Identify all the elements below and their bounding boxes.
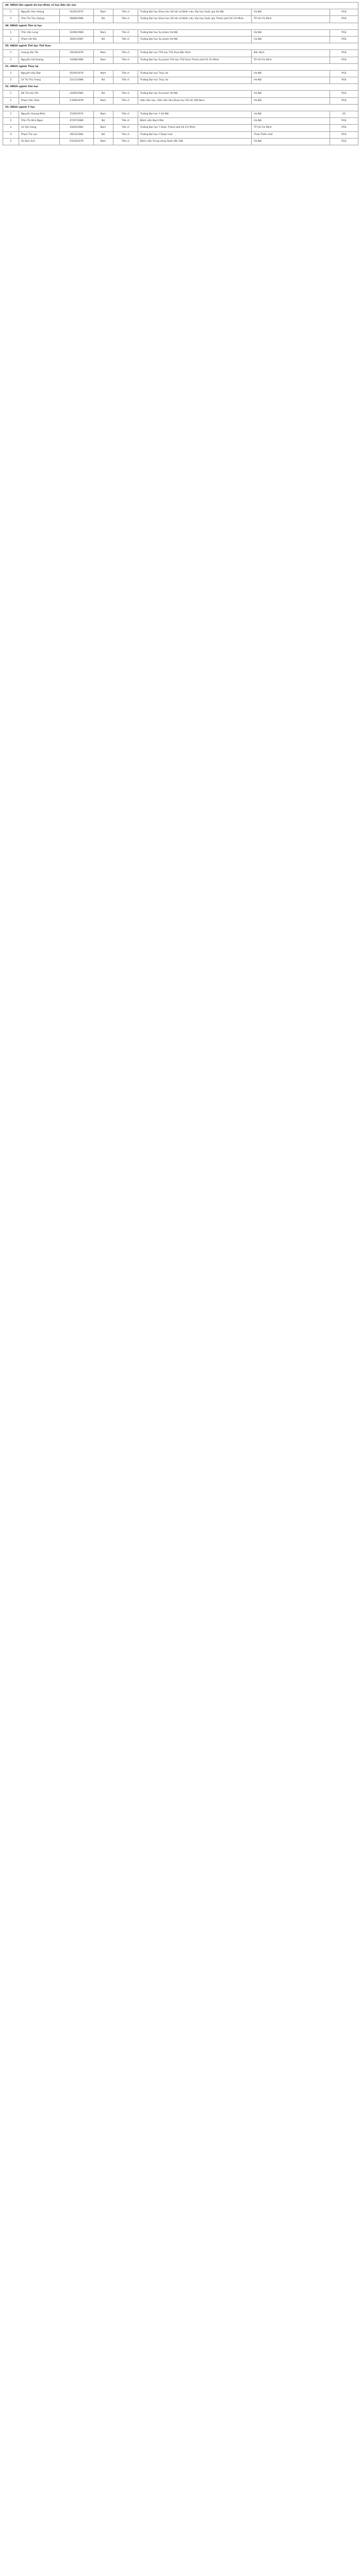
row-number-cell: 2 <box>3 57 19 63</box>
section-header <box>3 3 358 9</box>
section-header <box>3 23 358 29</box>
row-number-cell: 5 <box>3 138 19 145</box>
section-title: 51. HĐGS ngành Thủy lợi <box>3 63 358 70</box>
candidate-table <box>3 2 358 145</box>
province-cell: Hà Nội <box>252 29 330 36</box>
degree-cell: Tiến sĩ <box>113 50 138 57</box>
candidate-name-cell: Hoàng Văn Tài <box>19 50 60 57</box>
institution-cell: Trường Đại học Y Dược Thành phố Hồ Chí Minh <box>138 125 251 131</box>
degree-cell: Tiến sĩ <box>113 131 138 138</box>
gender-cell: Nam <box>93 50 113 57</box>
row-number-cell: 2 <box>3 118 19 125</box>
birth-date-cell: 03/10/1979 <box>60 138 93 145</box>
candidate-name-cell: Nguyễn Văn Hoàng <box>19 9 60 16</box>
table-row <box>3 125 358 131</box>
province-cell: Hà Nội <box>252 111 330 118</box>
gender-cell: Nam <box>93 111 113 118</box>
province-cell: TP Hồ Chí Minh <box>252 16 330 23</box>
institution-cell: Trường Đại học Y Hà Nội <box>138 111 251 118</box>
table-row <box>3 118 358 125</box>
title-rank-cell: PGS <box>330 9 358 16</box>
candidate-name-cell: Trần Thị Thu Hương <box>19 16 60 23</box>
institution-cell: Trường Đại học Thể dục Thể thao Bắc Ninh <box>138 50 251 57</box>
institution-cell: Trường Đại học Sư phạm Hà Nội <box>138 36 251 43</box>
title-rank-cell: PGS <box>330 77 358 84</box>
table-row <box>3 111 358 118</box>
degree-cell: Tiến sĩ <box>113 97 138 104</box>
province-cell: Hà Nội <box>252 91 330 97</box>
candidate-name-cell: Vũ Đức Anh <box>19 138 60 145</box>
degree-cell: Tiến sĩ <box>113 36 138 43</box>
candidate-name-cell: Nguyễn Quang Minh <box>19 111 60 118</box>
gender-cell: Nữ <box>93 77 113 84</box>
candidate-name-cell: Trần Thị Bích Ngọc <box>19 118 60 125</box>
gender-cell: Nữ <box>93 118 113 125</box>
birth-date-cell: 13/09/1978 <box>60 97 93 104</box>
row-number-cell: 2 <box>3 97 19 104</box>
degree-cell: Tiến sĩ <box>113 29 138 36</box>
province-cell: TP Hồ Chí Minh <box>252 57 330 63</box>
degree-cell: Tiến sĩ <box>113 111 138 118</box>
section-header <box>3 84 358 91</box>
row-number-cell: 2 <box>3 16 19 23</box>
gender-cell: Nam <box>93 9 113 16</box>
table-row <box>3 138 358 145</box>
gender-cell: Nữ <box>93 16 113 23</box>
degree-cell: Tiến sĩ <box>113 9 138 16</box>
candidate-name-cell: Trần Văn Long <box>19 29 60 36</box>
table-row <box>3 97 358 104</box>
province-cell: Thừa Thiên Huế <box>252 131 330 138</box>
province-cell: Hà Nội <box>252 9 330 16</box>
candidate-name-cell: Đỗ Thị Hải Yến <box>19 91 60 97</box>
candidate-name-cell: Phạm Văn Tuấn <box>19 97 60 104</box>
birth-date-cell: 19/03/1981 <box>60 125 93 131</box>
degree-cell: Tiến sĩ <box>113 70 138 77</box>
candidate-name-cell: Phạm Thị Lan <box>19 131 60 138</box>
table-row <box>3 29 358 36</box>
gender-cell: Nam <box>93 125 113 131</box>
birth-date-cell: 08/09/1986 <box>60 16 93 23</box>
section-title: 53. HĐGS ngành Y học <box>3 104 358 111</box>
institution-cell: Trường Đại học Thủy lợi <box>138 77 251 84</box>
table-row <box>3 9 358 16</box>
section-header <box>3 43 358 50</box>
degree-cell: Tiến sĩ <box>113 118 138 125</box>
gender-cell: Nữ <box>93 36 113 43</box>
province-cell: Hà Nội <box>252 77 330 84</box>
title-rank-cell: PGS <box>330 125 358 131</box>
degree-cell: Tiến sĩ <box>113 138 138 145</box>
title-rank-cell: PGS <box>330 118 358 125</box>
province-cell: TP Hồ Chí Minh <box>252 125 330 131</box>
row-number-cell: 1 <box>3 70 19 77</box>
institution-cell: Bệnh viện Bạch Mai <box>138 118 251 125</box>
institution-cell: Trường Đại học Sư phạm Hà Nội <box>138 29 251 36</box>
birth-date-cell: 29/10/1976 <box>60 50 93 57</box>
institution-cell: Trường Đại học Sư phạm Hà Nội <box>138 91 251 97</box>
birth-date-cell: 05/04/1979 <box>60 70 93 77</box>
gender-cell: Nữ <box>93 131 113 138</box>
title-rank-cell: PGS <box>330 36 358 43</box>
institution-cell: Bệnh viện Trung ương Quân đội 108 <box>138 138 251 145</box>
table-row <box>3 70 358 77</box>
gender-cell: Nam <box>93 97 113 104</box>
birth-date-cell: 10/08/1985 <box>60 57 93 63</box>
section-title: 48. HĐGS liên ngành Sử học-Khảo cổ học-Dân tộc học <box>3 3 358 9</box>
institution-cell: Trường Đại học Khoa học Xã hội và Nhân văn, Đại học Quốc gia Thành phố Hồ Chí Minh <box>138 16 251 23</box>
table-row <box>3 91 358 97</box>
birth-date-cell: 02/06/1980 <box>60 29 93 36</box>
candidate-name-cell: Nguyễn Hải Dương <box>19 57 60 63</box>
row-number-cell: 2 <box>3 36 19 43</box>
birth-date-cell: 22/11/1986 <box>60 77 93 84</box>
degree-cell: Tiến sĩ <box>113 91 138 97</box>
birth-date-cell: 24/05/1982 <box>60 91 93 97</box>
institution-cell: Viện Văn học, Viện Hàn lâm Khoa học Xã hội Việt Nam <box>138 97 251 104</box>
table-body <box>3 3 358 145</box>
title-rank-cell: PGS <box>330 131 358 138</box>
institution-cell: Trường Đại học Khoa học Xã hội và Nhân văn, Đại học Quốc gia Hà Nội <box>138 9 251 16</box>
table-row <box>3 77 358 84</box>
gender-cell: Nam <box>93 57 113 63</box>
title-rank-cell: PGS <box>330 91 358 97</box>
gender-cell: Nam <box>93 138 113 145</box>
table-row <box>3 131 358 138</box>
province-cell: Hà Nội <box>252 138 330 145</box>
title-rank-cell: PGS <box>330 50 358 57</box>
page <box>3 0 358 148</box>
section-title: 49. HĐGS ngành Tâm lý học <box>3 23 358 29</box>
candidate-name-cell: Phạm Hà Vân <box>19 36 60 43</box>
birth-date-cell: 28/12/1983 <box>60 131 93 138</box>
section-title: 50. HĐGS ngành Thể dục Thể thao <box>3 43 358 50</box>
province-cell: Hà Nội <box>252 70 330 77</box>
institution-cell: Trường Đại học Sư phạm Thể dục Thể thao Thành phố Hồ Chí Minh <box>138 57 251 63</box>
province-cell: Hà Nội <box>252 97 330 104</box>
birth-date-cell: 30/01/1987 <box>60 36 93 43</box>
gender-cell: Nữ <box>93 91 113 97</box>
degree-cell: Tiến sĩ <box>113 77 138 84</box>
province-cell: Hà Nội <box>252 118 330 125</box>
candidate-name-cell: Lê Thị Thu Trang <box>19 77 60 84</box>
institution-cell: Trường Đại học Thủy lợi <box>138 70 251 77</box>
table-row <box>3 36 358 43</box>
table-row <box>3 16 358 23</box>
row-number-cell: 1 <box>3 9 19 16</box>
row-number-cell: 1 <box>3 50 19 57</box>
row-number-cell: 3 <box>3 125 19 131</box>
row-number-cell: 4 <box>3 131 19 138</box>
title-rank-cell: PGS <box>330 57 358 63</box>
title-rank-cell: PGS <box>330 29 358 36</box>
birth-date-cell: 07/07/1980 <box>60 118 93 125</box>
gender-cell: Nam <box>93 70 113 77</box>
institution-cell: Trường Đại học Y Dược Huế <box>138 131 251 138</box>
candidate-name-cell: Lê Văn Hùng <box>19 125 60 131</box>
candidate-name-cell: Nguyễn Văn Đạt <box>19 70 60 77</box>
table-row <box>3 57 358 63</box>
title-rank-cell: PGS <box>330 70 358 77</box>
province-cell: Hà Nội <box>252 36 330 43</box>
birth-date-cell: 15/02/1974 <box>60 111 93 118</box>
title-rank-cell: PGS <box>330 16 358 23</box>
row-number-cell: 1 <box>3 29 19 36</box>
title-rank-cell: PGS <box>330 138 358 145</box>
gender-cell: Nam <box>93 29 113 36</box>
row-number-cell: 1 <box>3 111 19 118</box>
row-number-cell: 1 <box>3 91 19 97</box>
degree-cell: Tiến sĩ <box>113 57 138 63</box>
province-cell: Bắc Ninh <box>252 50 330 57</box>
title-rank-cell: PGS <box>330 97 358 104</box>
section-header <box>3 63 358 70</box>
row-number-cell: 2 <box>3 77 19 84</box>
degree-cell: Tiến sĩ <box>113 16 138 23</box>
section-title: 52. HĐGS ngành Văn học <box>3 84 358 91</box>
degree-cell: Tiến sĩ <box>113 125 138 131</box>
table-row <box>3 50 358 57</box>
title-rank-cell: GS <box>330 111 358 118</box>
birth-date-cell: 01/01/1975 <box>60 9 93 16</box>
section-header <box>3 104 358 111</box>
